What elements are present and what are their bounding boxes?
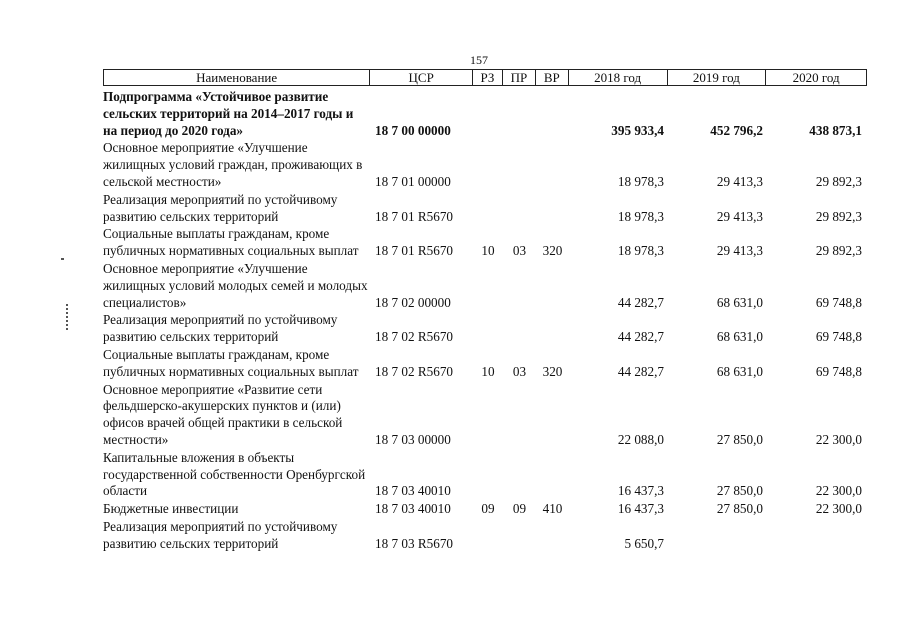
table-body — [103, 89, 867, 554]
row-2019: 27 850,0 — [716, 501, 763, 517]
table-row — [103, 347, 867, 381]
row-2020: 22 300,0 — [815, 483, 862, 499]
scan-dots — [66, 304, 68, 330]
row-name: Капитальные вложения в объекты государственной собственности Оренбургской области — [103, 449, 366, 499]
row-name: Социальные выплаты гражданам, кроме публичных нормативных социальных выплат — [103, 346, 359, 379]
header-csr: ЦСР — [370, 70, 473, 85]
row-vr: 410 — [542, 501, 563, 517]
table-row — [103, 89, 867, 139]
row-2019: 68 631,0 — [716, 329, 763, 345]
row-csr: 18 7 03 00000 — [375, 431, 451, 447]
header-rz: РЗ — [473, 70, 503, 85]
row-2019: 27 850,0 — [716, 483, 763, 499]
row-pr: 03 — [512, 363, 527, 379]
header-name: Наименование — [104, 70, 370, 85]
header-vr: ВР — [536, 70, 569, 85]
row-2018: 395 933,4 — [611, 122, 664, 138]
header-2019: 2019 год — [668, 70, 767, 85]
row-csr: 18 7 00 00000 — [375, 122, 451, 138]
row-2018: 18 978,3 — [617, 173, 664, 189]
row-csr: 18 7 03 R5670 — [375, 535, 454, 551]
row-2019: 29 413,3 — [716, 173, 763, 189]
row-2019: 29 413,3 — [716, 243, 763, 259]
row-name: Реализация мероприятий по устойчивому развитию сельских территорий — [103, 312, 338, 345]
row-2018: 5 650,7 — [624, 535, 664, 551]
row-2018: 16 437,3 — [617, 483, 664, 499]
row-2019: 68 631,0 — [716, 294, 763, 310]
row-2019: 29 413,3 — [716, 208, 763, 224]
row-2020: 69 748,8 — [815, 363, 862, 379]
row-2018: 18 978,3 — [617, 243, 664, 259]
row-name: Подпрограмма «Устойчивое развитие сельских территорий на 2014–2017 годы и на период до 2020 года» — [103, 89, 354, 138]
row-csr: 18 7 01 00000 — [375, 173, 451, 189]
table-row — [103, 450, 867, 500]
table-row — [103, 192, 867, 226]
table-header — [103, 69, 867, 86]
row-2019: 68 631,0 — [716, 363, 763, 379]
row-name: Основное мероприятие «Улучшение жилищных условий молодых семей и молодых специалистов» — [103, 260, 368, 310]
row-2018: 18 978,3 — [617, 208, 664, 224]
table-row — [103, 140, 867, 190]
table-row — [103, 382, 867, 449]
row-2020: 29 892,3 — [815, 208, 862, 224]
row-name: Основное мероприятие «Улучшение жилищных условий граждан, проживающих в сельской местности» — [103, 140, 363, 189]
table-row — [103, 312, 867, 346]
row-2019: 27 850,0 — [716, 431, 763, 447]
row-2020: 69 748,8 — [815, 294, 862, 310]
row-2020: 22 300,0 — [815, 501, 862, 517]
row-csr: 18 7 03 40010 — [375, 501, 451, 517]
row-pr: 03 — [512, 243, 527, 259]
row-vr: 320 — [542, 363, 563, 379]
row-2019: 452 796,2 — [710, 122, 763, 138]
row-2020: 22 300,0 — [815, 431, 862, 447]
scan-mark — [61, 258, 64, 260]
header-2018: 2018 год — [569, 70, 668, 85]
table-row — [103, 519, 867, 553]
row-2020: 29 892,3 — [815, 173, 862, 189]
row-2018: 44 282,7 — [617, 329, 664, 345]
row-vr: 320 — [542, 243, 563, 259]
row-csr: 18 7 01 R5670 — [375, 243, 454, 259]
row-csr: 18 7 01 R5670 — [375, 208, 454, 224]
table-row — [103, 261, 867, 311]
row-name: Реализация мероприятий по устойчивому развитию сельских территорий — [103, 191, 338, 224]
row-rz: 10 — [481, 243, 495, 259]
row-2018: 44 282,7 — [617, 363, 664, 379]
row-csr: 18 7 02 R5670 — [375, 363, 454, 379]
row-2018: 22 088,0 — [617, 431, 664, 447]
row-csr: 18 7 02 R5670 — [375, 329, 454, 345]
row-pr: 09 — [512, 501, 527, 517]
row-rz: 09 — [481, 501, 495, 517]
page-number: 157 — [470, 53, 488, 67]
row-2018: 16 437,3 — [617, 501, 664, 517]
header-pr: ПР — [503, 70, 536, 85]
row-2020: 29 892,3 — [815, 243, 862, 259]
row-csr: 18 7 02 00000 — [375, 294, 451, 310]
row-2018: 44 282,7 — [617, 294, 664, 310]
row-name: Социальные выплаты гражданам, кроме публичных нормативных социальных выплат — [103, 226, 359, 259]
row-2020: 69 748,8 — [815, 329, 862, 345]
row-2020: 438 873,1 — [809, 122, 862, 138]
row-name: Основное мероприятие «Развитие сети фельдшерско-акушерских пунктов и (или) офисов врачей общей практики в сельской местности» — [103, 381, 343, 447]
row-csr: 18 7 03 40010 — [375, 483, 451, 499]
header-2020: 2020 год — [792, 70, 840, 85]
row-rz: 10 — [481, 363, 495, 379]
row-name: Бюджетные инвестиции — [103, 501, 239, 517]
table-row — [103, 226, 867, 260]
row-name: Реализация мероприятий по устойчивому развитию сельских территорий — [103, 518, 338, 551]
table-row — [103, 501, 867, 518]
